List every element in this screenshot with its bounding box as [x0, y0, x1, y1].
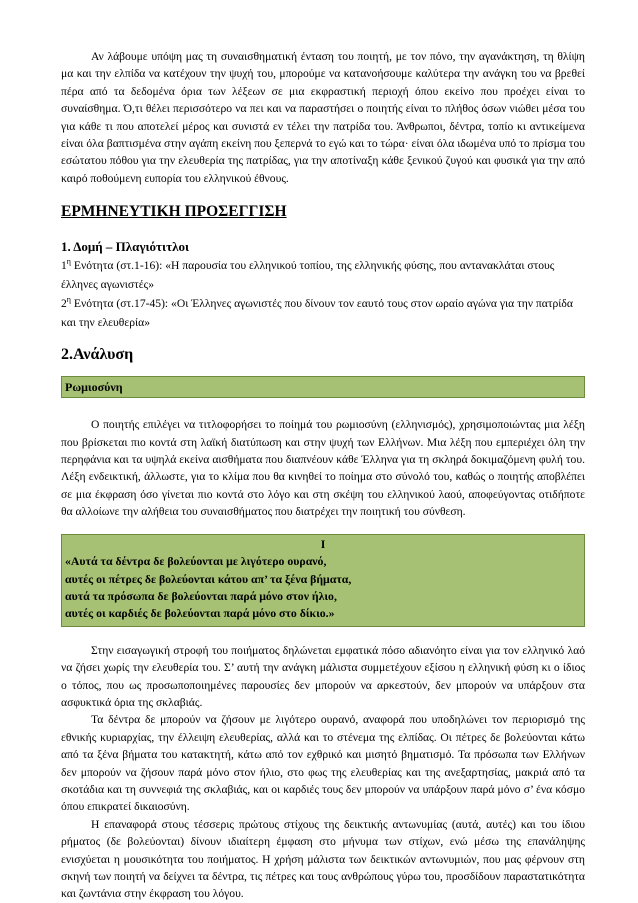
poem-line: «Αυτά τα δέντρα δε βολεύονται με λιγότερο ουρανό, — [65, 554, 327, 569]
intro-paragraph: Αν λάβουμε υπόψη μας τη συναισθηματική ένταση του ποιητή, με τον πόνο, την αγανάκτηση, τη θλίψη μα και την ελπίδα να κατέχουν την ψυχή του, μπορούμε να κατανοήσουμε καλύτερα την ανάγκη του να βρεθεί πέρα από τα δεδομένα όρια των λέξεων σε μια εκφραστική περιοχή όπου εκείνο που προέχει είναι το συναίσθημα. Ό,τι θέλει περισσότερο να πει και να παραστήσει ο ποιητής είναι το πλήθος όσων νιώθει μέσα του για κάθε τι που αποτελεί μέρος και συνιστά εν τέλει την πατρίδα του. Άνθρωποι, δέντρα, τοπίο κι αντικείμενα είναι όλα βαπτισμένα στην αγάπη εκείνη που ξεπερνά το εγώ και το τώρα· είναι όλα ιδωμένα υπό το πρίσμα του εσώτατου πόθου για την ελευθερία της πατρίδας, για την αποτίναξη κάθε ξενικού ζυγού και φυσικά για την από καιρό ποθούμενη ευπορία του ελληνικού έθνους. — [61, 50, 585, 185]
unit-2-sup: η — [66, 295, 71, 305]
trees-paragraph: Τα δέντρα δε μπορούν να ζήσουν με λιγότερο ουρανό, αναφορά που υποδηλώνει τον περιορισμό της εθνικής κυριαρχίας, την έλλειψη ελευθερίας, αλλά και το στένεμα της ελπίδας. Οι πέτρες δε βολεύονται κάτω από τα ξένα βήματα του κατακτητή, κάτω από τον εχθρικό και μισητό βηματισμό. Τα πρόσωπα των Ελλήνων δεν μπορούν να ζήσουν παρά μόνο στον ήλιο, στο φως της ελευθερίας και της ανεξαρτησίας, μακριά από τα σκοτάδια και τη συννεφιά της σκλαβιάς, και οι καρδιές τους δεν μπορούν να υπάρξουν παρά μόνο σ’ ένα κόσμο όπου επικρατεί δικαιοσύνη. — [61, 713, 585, 814]
poem-line: αυτές οι πέτρες δε βολεύονται κάτου απ’ τα ξένα βήματα, — [65, 571, 352, 586]
poem-line: αυτά τα πρόσωπα δε βολεύονται παρά μόνο στον ήλιο, — [65, 588, 337, 603]
intro-stanza-paragraph: Στην εισαγωγική στροφή του ποιήματος δηλώνεται εμφατικά πόσο αδιανόητο είναι για τον ελληνικό λαό να ζήσει χωρίς την ελευθερία του. Σ’ αυτή την ανάγκη μάλιστα συμμετέχουν εξίσου η ελληνική φύση κι ο ίδιος ο τόπος, που ως προσωποποιημένες παρουσίες δεν μπορούν να αρκεστούν, δεν μπορούν να υπάρξουν στα ασφυκτικά όρια της σκλαβιάς. — [61, 643, 585, 709]
unit-2 — [61, 294, 585, 332]
poem-excerpt-box — [61, 534, 585, 627]
poem-stanza-number: I — [320, 536, 326, 551]
unit-1 — [61, 256, 585, 294]
heading-analysis: 2.Ανάλυση — [61, 346, 134, 364]
document-page — [61, 48, 585, 903]
unit-1-number: 1 — [61, 259, 67, 273]
unit-1-sup: η — [66, 257, 71, 267]
unit-2-number: 2 — [61, 297, 67, 311]
heading-structure: 1. Δομή – Πλαγιότιτλοι — [61, 239, 189, 255]
heading-hermeneutic-approach: ΕΡΜΗΝΕΥΤΙΚΗ ΠΡΟΣΕΓΓΙΣΗ — [61, 203, 287, 221]
romiosini-paragraph: Ο ποιητής επιλέγει να τιτλοφορήσει το ποίημά του ρωμιοσύνη (ελληνισμός), χρησιμοποιώντας μια λέξη που βρίσκεται πιο κοντά στη λαϊκή διατύπωση και στην ψυχή των Ελλήνων. Μια λέξη που εμπεριέχει όλη την περηφάνια και τα υψηλά εκείνα αισθήματα που διαπνέουν κάθε Έλληνα για τη σκληρά δοκιμαζόμενη φυλή του. Λέξη ενδεικτική, άλλωστε, για το κλίμα που θα κινηθεί το ποίημα στο σύνολό του, καθώς ο ποιητής αποβλέπει σε μια έκφραση όσο γίνεται πιο κοντά στο λόγο και στη σκέψη του ελληνικού λαού, αποφεύγοντας οτιδήποτε θα αλλοίωνε την αλήθεια του συναισθήματος που διατρέχει την ποιητική του σύνθεση. — [61, 418, 585, 519]
poem-line: αυτές οι καρδιές δε βολεύονται παρά μόνο στο δίκιο.» — [65, 606, 335, 621]
unit-1-text: Ενότητα (στ.1-16): «Η παρουσία του ελληνικού τοπίου, της ελληνικής φύσης, που αντανακλάται στους έλληνες αγωνιστές» — [61, 259, 555, 292]
section-label-romiosini: Ρωμιοσύνη — [61, 376, 585, 398]
anaphora-paragraph: Η επαναφορά στους τέσσερις πρώτους στίχους της δεικτικής αντωνυμίας (αυτά, αυτές) και του ίδιου ρήματος (δε βολεύονται) δίνουν ιδιαίτερη έμφαση στο μήνυμα των στίχων, ενώ μέσω της επανάληψης ενισχύεται η μουσικότητα του ποιήματος. Η χρήση μάλιστα των δεικτικών αντωνυμιών, που μας φέρνουν στη σκηνή των ποιητή να δείχνει τα δέντρα, τις πέτρες και τους ανθρώπους γύρω του, προσδίδουν παραστατικότητα και ζωντάνια στην έκφραση του λόγου. — [61, 817, 585, 901]
unit-2-text: Ενότητα (στ.17-45): «Οι Έλληνες αγωνιστές που δίνουν τον εαυτό τους στον ωραίο αγώνα για την πατρίδα και την ελευθερία» — [61, 297, 573, 330]
